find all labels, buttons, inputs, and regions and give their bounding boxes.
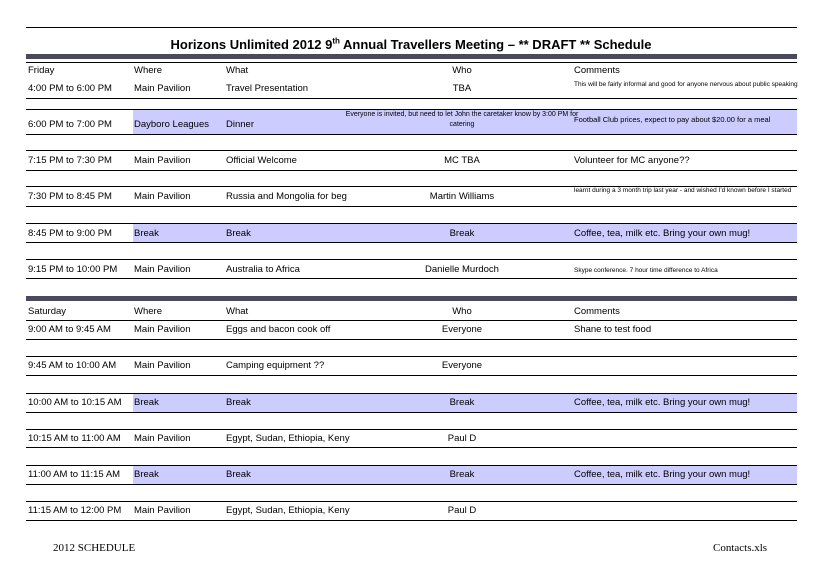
row-rule: [26, 412, 797, 413]
footer-right: Contacts.xls: [713, 542, 768, 554]
who-header: Who: [452, 306, 472, 317]
table-row: 10:00 AM to 10:15 AM Break Break Break Coffee, tea, milk etc. Bring your own mug!: [28, 397, 751, 408]
row-rule: [26, 170, 797, 171]
where-header: Where: [134, 65, 162, 76]
who-header: Who: [452, 65, 472, 76]
page-title: Horizons Unlimited 2012 9th Annual Travellers Meeting – ** DRAFT ** Schedule: [170, 36, 652, 52]
table-row: 8:45 PM to 9:00 PM Break Break Break Coffee, tea, milk etc. Bring your own mug!: [28, 228, 751, 239]
row-rule: [26, 206, 797, 207]
table-row: 10:15 AM to 11:00 AM Main Pavilion Egypt, Sudan, Ethiopia, Keny Paul D: [28, 433, 477, 444]
row-rule: [26, 223, 797, 224]
table-row: 9:45 AM to 10:00 AM Main Pavilion Camping equipment ?? Everyone: [28, 360, 483, 371]
what-header: What: [226, 306, 249, 317]
table-row: 6:00 PM to 7:00 PM Dayboro Leagues Dinner Everyone is invited, but need to let John the caretaker know by 3:00 PM for catering Football Club prices, expect to pay about $20.00 for a meal: [28, 111, 771, 130]
comments-header: Comments: [574, 306, 620, 317]
section-divider-saturday: [26, 296, 797, 301]
row-rule: [26, 134, 797, 135]
top-rule: [26, 27, 797, 28]
day-header: Saturday: [28, 306, 67, 317]
row-rule: [26, 375, 797, 376]
row-rule: [26, 339, 797, 340]
table-row: 7:30 PM to 8:45 PM Main Pavilion Russia and Mongolia for beg Martin Williams learnt during a 3 month trip last year - and wished I'd known before I started: [28, 187, 792, 202]
where-header: Where: [134, 306, 162, 317]
comments-header: Comments: [574, 65, 620, 76]
row-rule: [26, 150, 797, 151]
row-rule: [26, 520, 797, 521]
day-header: Friday: [28, 65, 55, 76]
table-row: 7:15 PM to 7:30 PM Main Pavilion Official Welcome MC TBA Volunteer for MC anyone??: [28, 155, 690, 166]
table-row: 4:00 PM to 6:00 PM Main Pavilion Travel Presentation TBA This will be fairly informal and good for anyone nervous about public speaking: [28, 81, 798, 94]
table-row: 9:15 PM to 10:00 PM Main Pavilion Australia to Africa Danielle Murdoch Skype conference. 7 hour time difference to Africa: [28, 264, 718, 275]
table-row: 9:00 AM to 9:45 AM Main Pavilion Eggs and bacon cook off Everyone Shane to test food: [28, 324, 652, 335]
section-divider-friday: [26, 54, 797, 59]
table-row: 11:00 AM to 11:15 AM Break Break Break Coffee, tea, milk etc. Bring your own mug!: [28, 469, 751, 480]
table-row: 11:15 AM to 12:00 PM Main Pavilion Egypt, Sudan, Ethiopia, Keny Paul D: [28, 505, 477, 516]
footer-left: 2012 SCHEDULE: [53, 542, 136, 554]
row-rule: [26, 484, 797, 485]
row-rule: [26, 98, 797, 99]
what-header: What: [226, 65, 249, 76]
row-rule: [26, 259, 797, 260]
saturday-header-row: [26, 303, 797, 321]
friday-header-row: [26, 62, 797, 80]
